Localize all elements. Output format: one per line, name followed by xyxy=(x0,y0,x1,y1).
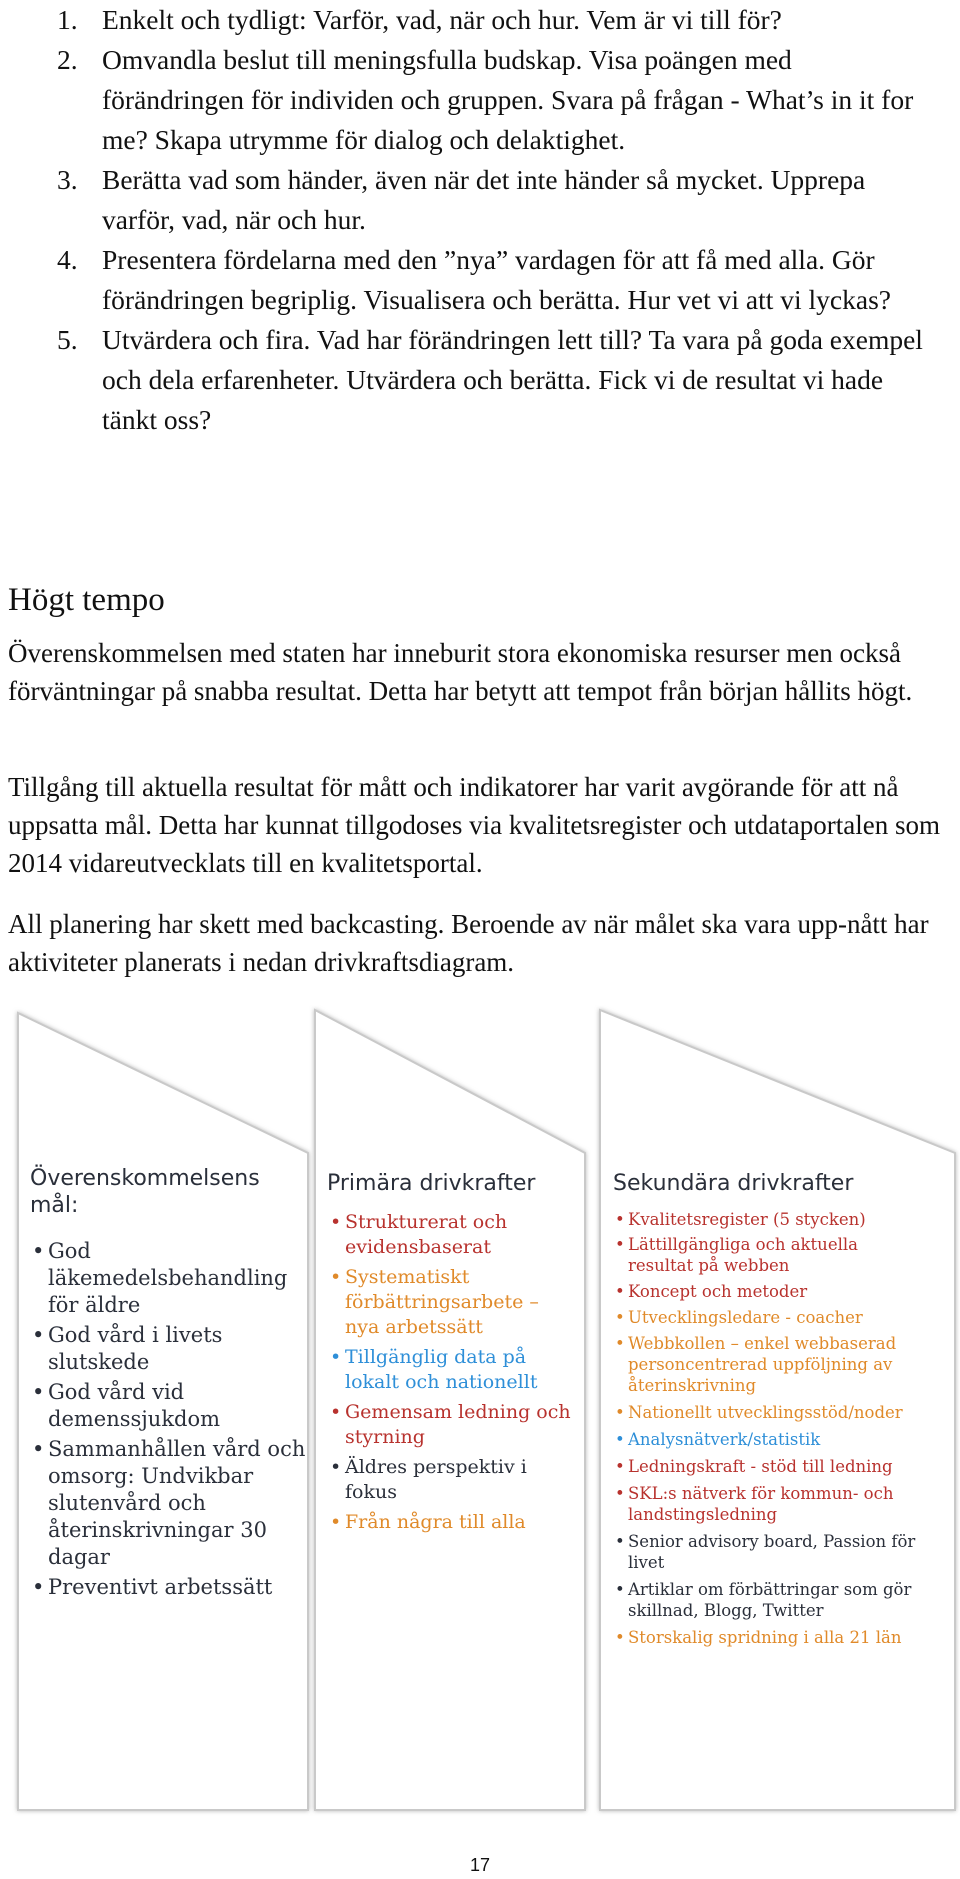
list-item: • Kvalitetsregister (5 stycken) xyxy=(615,1210,866,1229)
list-item: • Systematiskt förbättringsarbete – nya arbetssätt xyxy=(330,1266,539,1338)
list-item: 2. Omvandla beslut till meningsfulla budskap. Visa poängen med förändringen för individen och gruppen. Svara på frågan - What’s in it for me? Skapa utrymme för dialog och delaktighet. xyxy=(57,44,914,155)
list-item: • Sammanhållen vård och omsorg: Undvikbar slutenvård och återinskrivningar 30 dagar xyxy=(32,1437,306,1569)
list-item: 4. Presentera fördelarna med den ”nya” vardagen för att få med alla. Gör förändringen begriplig. Visualisera och berätta. Hur vet vi att vi lyckas? xyxy=(57,244,891,315)
paragraph: Tillgång till aktuella resultat för mått och indikatorer har varit avgörande för att nå uppsatta mål. Detta har kunnat tillgodoses via kvalitetsregister och utdataportalen som 2014 vidareutvecklats till en kvalitetsportal. xyxy=(8,772,941,878)
list-item: • Utvecklingsledare - coacher xyxy=(615,1308,863,1327)
list-item-text: Presentera fördelarna med den ”nya” vardagen för att få med alla. Gör förändringen begriplig. Visualisera och berätta. Hur vet vi att vi lyckas? xyxy=(102,244,891,315)
list-item: 3. Berätta vad som händer, även när det inte händer så mycket. Upprepa varför, vad, när och hur. xyxy=(57,164,866,235)
list-item: • God läkemedelsbehandling för äldre xyxy=(32,1239,288,1317)
list-item: • Ledningskraft - stöd till ledning xyxy=(615,1457,893,1476)
list-item: • Äldres perspektiv i fokus xyxy=(330,1456,527,1503)
paragraph: All planering har skett med backcasting. Beroende av när målet ska vara upp-nått har aktiviteter planerats i nedan drivkraftsdiagram. xyxy=(8,909,929,977)
list-item: • Nationellt utvecklingsstöd/noder xyxy=(615,1403,903,1422)
numbered-list xyxy=(0,0,960,440)
list-item: • Koncept och metoder xyxy=(615,1282,808,1301)
secondary-drivers-title: Sekundära drivkrafter xyxy=(613,1171,854,1196)
list-item: • Senior advisory board, Passion för livet xyxy=(615,1532,916,1572)
list-item: • Artiklar om förbättringar som gör skillnad, Blogg, Twitter xyxy=(615,1580,912,1620)
list-item: • Lättillgängliga och aktuella resultat på webben xyxy=(615,1235,858,1275)
list-item: • Gemensam ledning och styrning xyxy=(330,1401,571,1448)
list-item: • Analysnätverk/statistik xyxy=(615,1430,821,1449)
page-number: 17 xyxy=(469,1855,491,1875)
list-item: • Preventivt arbetssätt xyxy=(32,1575,273,1599)
list-item-text: Berätta vad som händer, även när det inte händer så mycket. Upprepa varför, vad, när och hur. xyxy=(102,164,866,235)
section-heading: Högt tempo xyxy=(8,582,165,618)
list-item: • Från några till alla xyxy=(330,1511,526,1533)
list-item-text: Omvandla beslut till meningsfulla budskap. Visa poängen med förändringen för individen och gruppen. Svara på frågan - What’s in it for me? Skapa utrymme för dialog och delaktighet. xyxy=(102,44,914,155)
list-item: • God vård vid demenssjukdom xyxy=(32,1380,221,1431)
list-item-text: Utvärdera och fira. Vad har förändringen lett till? Ta vara på goda exempel och dela erfarenheter. Utvärdera och berätta. Fick vi de resultat vi hade tänkt oss? xyxy=(102,324,923,435)
list-item: • Webbkollen – enkel webbaserad personcentrerad uppföljning av återinskrivning xyxy=(615,1334,897,1395)
list-item-text: Enkelt och tydligt: Varför, vad, när och hur. Vem är vi till för? xyxy=(102,4,782,35)
driver-diagram xyxy=(0,1005,960,1825)
list-item: 1. Enkelt och tydligt: Varför, vad, när och hur. Vem är vi till för? xyxy=(57,4,782,35)
goals-title: Överenskommelsens mål: xyxy=(30,1166,260,1218)
list-item: • Storskalig spridning i alla 21 län xyxy=(615,1628,902,1647)
list-item: 5. Utvärdera och fira. Vad har förändringen lett till? Ta vara på goda exempel och dela erfarenheter. Utvärdera och berätta. Fick vi de resultat vi hade tänkt oss? xyxy=(57,324,923,435)
list-item: • Tillgänglig data på lokalt och nationellt xyxy=(330,1346,538,1393)
list-item: • God vård i livets slutskede xyxy=(32,1323,223,1374)
list-item: • SKL:s nätverk för kommun- och landstingsledning xyxy=(615,1484,894,1524)
paragraph: Överenskommelsen med staten har inneburit stora ekonomiska resurser men också förväntningar på snabba resultat. Detta har betytt att tempot från början hållits högt. xyxy=(8,638,913,706)
primary-drivers-title: Primära drivkrafter xyxy=(327,1171,536,1196)
list-item: • Strukturerat och evidensbaserat xyxy=(330,1211,508,1258)
